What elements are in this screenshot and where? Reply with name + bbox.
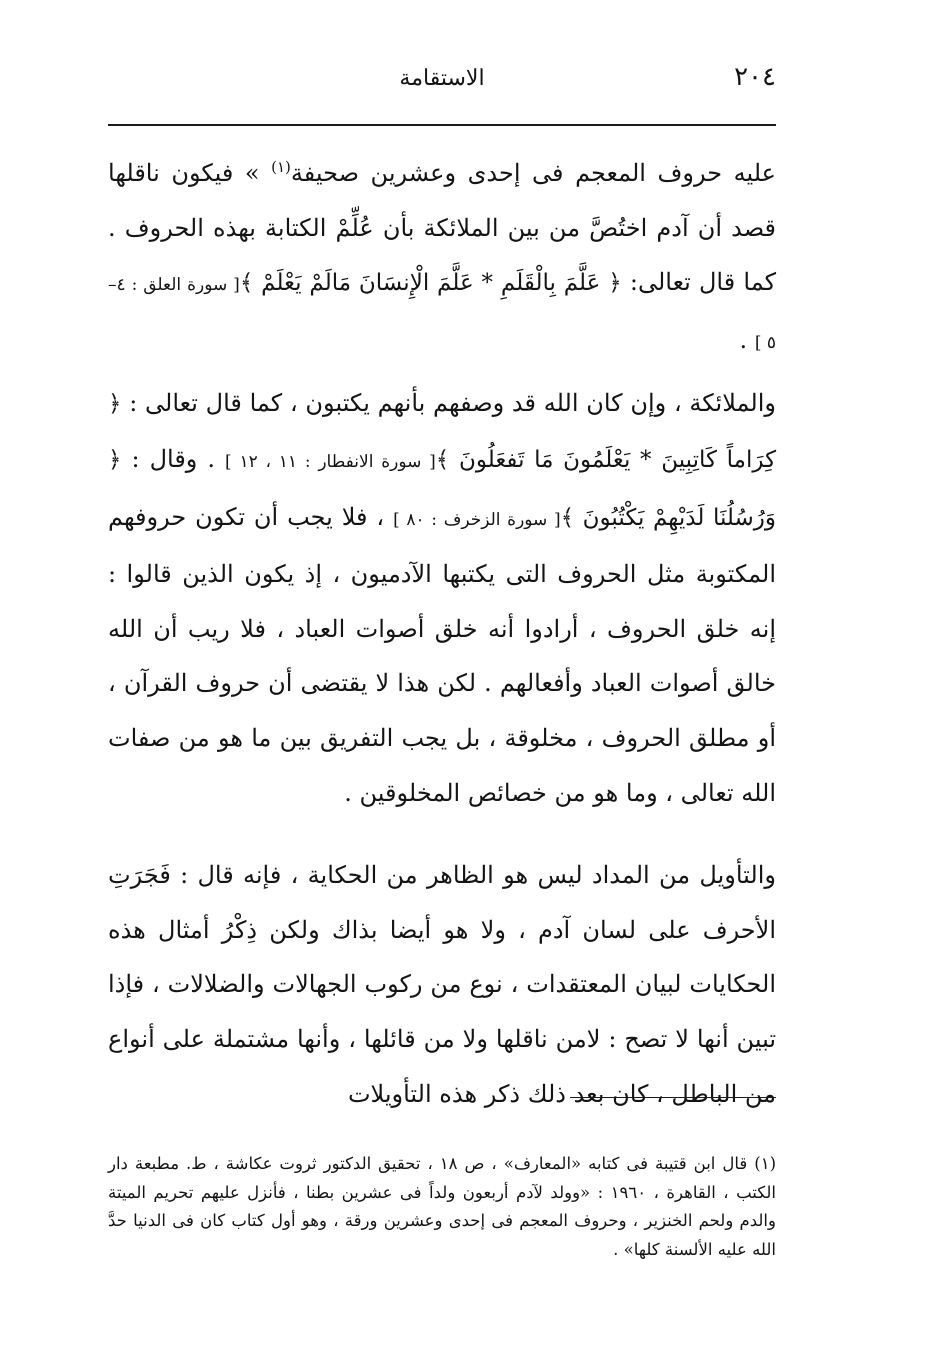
sura-reference-infitar: [ سورة الانفطار : ١١ ، ١٢ ]	[225, 451, 436, 472]
page-number: ٢٠٤	[734, 62, 776, 92]
main-text	[108, 146, 776, 1121]
running-title: الاستقامة	[399, 66, 485, 91]
footnote-marker: (١)	[271, 158, 291, 176]
footnote	[108, 1150, 776, 1264]
quran-verse-infitar: ﴿ كِرَاماً كَاتِبِينَ * يَعْلَمُونَ مَا تَفعَلُونَ ﴾	[108, 391, 777, 473]
quran-verse-alaq: ﴿ عَلَّمَ بِالْقَلَمِ * عَلَّمَ الْإِنسَانَ مَالَمْ يَعْلَمْ ﴾	[239, 270, 622, 297]
quran-verse-zukhruf: ﴿ وَرُسُلُنَا لَدَيْهِمْ يَكْتُبُونَ ﴾	[108, 446, 777, 531]
paragraph-2-text-c: ، فلا يجب أن تكون حروفهم المكتوبة مثل الحروف التى يكتبها الآدميون ، إذ يكون الذين قالوا : إنه خلق الحروف ، أرادوا أنه خلق أصوات العباد ، فلا ريب أن الله خالق أصوات العباد وأفعالهم . لكن هذا لا يقتضى أن حروف القرآن ، أو مطلق الحروف ، مخلوقة ، بل يجب التفريق بين ما هو من صفات الله تعالى ، وما هو من خصائص المخلوقين .	[108, 502, 776, 807]
page-header	[108, 62, 776, 102]
paragraph-3: والتأويل من المداد ليس هو الظاهر من الحكاية ، فإنه قال : فَجَرَتِ الأحرف على لسان آدم ، ولا هو أيضا بذاك ولكن ذِكْرُ أمثال هذه الحكايات لبيان المعتقدات ، نوع من ركوب الجهالات والضلالات ، فإذا تبين أنها لا تصح : لامن ناقلها ولا من قائلها ، وأنها مشتملة على أنواع من الباطل ، كان بعد ذلك ذكر هذه التأويلات	[108, 861, 776, 1108]
footnote-divider	[570, 1097, 776, 1098]
header-divider	[108, 124, 776, 126]
paragraph-1-text-a: عليه حروف المعجم فى إحدى وعشرين صحيفة	[290, 159, 776, 187]
sura-reference-zukhruf: [ سورة الزخرف : ٨٠ ]	[393, 509, 561, 530]
paragraph-2	[108, 376, 776, 820]
paragraph-2-text-a: والملائكة ، وإن كان الله قد وصفهم بأنهم يكتبون ، كما قال تعالى :	[121, 389, 776, 418]
paragraph-1	[108, 146, 776, 370]
paragraph-2-text-b: . وقال :	[121, 444, 226, 473]
paragraph-1-text-b: » فيكون ناقلها قصد أن آدم اختُصَّ من بين الملائكة بأن عُلِّمْ الكتابة بهذه الحروف . كما قال تعالى:	[108, 159, 776, 297]
sura-reference-alaq: [ سورة العلق : ٤–٥ ]	[108, 275, 776, 353]
footnote-text: (١) قال ابن قتيبة فى كتابه «المعارف» ، ص ١٨ ، تحقيق الدكتور ثروت عكاشة ، ط. مطبعة دار الكتب ، القاهرة ، ١٩٦٠ : «وولد لآدم أربعون ولداً فى عشرين بطنا ، فأنزل عليهم تحريم الميتة والدم ولحم الخنزير ، وحروف المعجم فى إحدى وعشرين ورقة ، وهو أول كتاب كان فى الدنيا حدَّ الله عليه الألسنة كلها» .	[108, 1154, 776, 1259]
paragraph-1-end: .	[739, 325, 755, 354]
